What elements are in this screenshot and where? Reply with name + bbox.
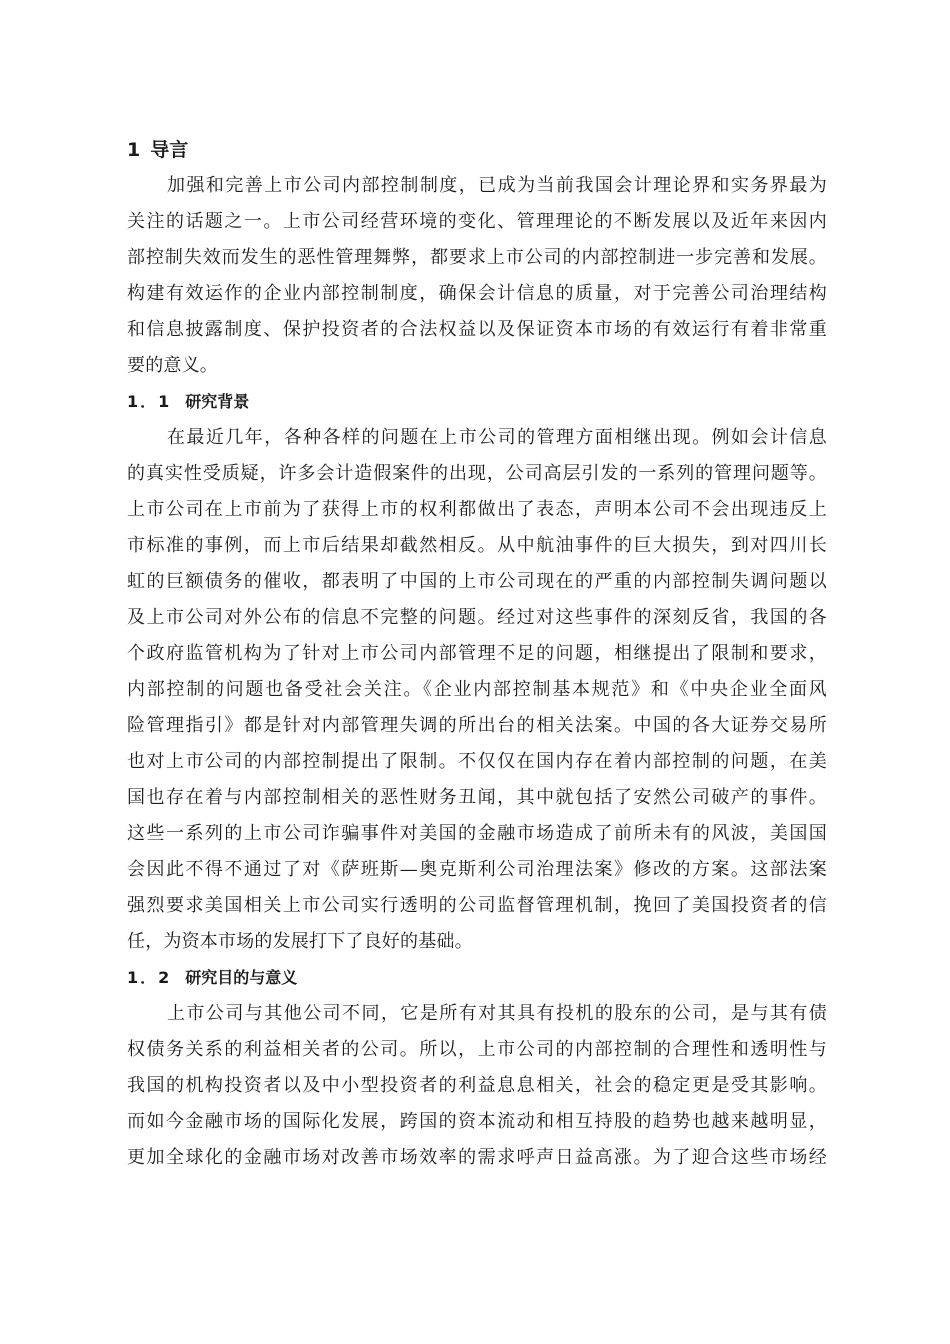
paragraph-line: 权债务关系的利益相关者的公司。所以，上市公司的内部控制的合理性和透明性与 <box>127 1039 827 1060</box>
subsection-title: 研究目的与意义 <box>185 968 298 987</box>
document-page <box>127 132 827 1176</box>
section-title: 导言 <box>150 139 189 161</box>
paragraph <box>127 996 827 1176</box>
paragraph-line: 和信息披露制度、保护投资者的合法权益以及保证资本市场的有效运行有着非常重 <box>127 319 827 340</box>
paragraph-line: 上市公司与其他公司不同，它是所有对其具有投机的股东的公司，是与其有债 <box>167 1003 827 1024</box>
paragraph-line: 的真实性受质疑，许多会计造假案件的出现，公司高层引发的一系列的管理问题等。 <box>127 463 827 484</box>
paragraph-line: 及上市公司对外公布的信息不完整的问题。经过对这些事件的深刻反省，我国的各 <box>127 607 827 628</box>
paragraph-line: 市标准的事例，而上市后结果却截然相反。从中航油事件的巨大损失，到对四川长 <box>127 535 827 556</box>
section-number: 1 <box>127 139 141 161</box>
paragraph-line: 要的意义。 <box>127 355 218 376</box>
paragraph-line: 会因此不得不通过了对《萨班斯—奥克斯利公司治理法案》修改的方案。这部法案 <box>127 859 827 880</box>
paragraph <box>127 168 827 384</box>
subsection-number: 1．1 <box>127 392 172 411</box>
paragraph-line: 在最近几年，各种各样的问题在上市公司的管理方面相继出现。例如会计信息 <box>167 427 827 448</box>
paragraph-line: 而如今金融市场的国际化发展，跨国的资本流动和相互持股的趋势也越来越明显， <box>127 1111 827 1132</box>
paragraph-line: 虹的巨额债务的催收，都表明了中国的上市公司现在的严重的内部控制失调问题以 <box>127 571 827 592</box>
section-heading <box>127 132 827 168</box>
paragraph-line: 更加全球化的金融市场对改善市场效率的需求呼声日益高涨。为了迎合这些市场经 <box>127 1147 827 1168</box>
paragraph-line: 上市公司在上市前为了获得上市的权利都做出了表态，声明本公司不会出现违反上 <box>127 499 827 520</box>
paragraph-line: 内部控制的问题也备受社会关注。《企业内部控制基本规范》和《中央企业全面风 <box>127 679 827 700</box>
paragraph-line: 关注的话题之一。上市公司经营环境的变化、管理理论的不断发展以及近年来因内 <box>127 211 827 232</box>
paragraph-line: 国也存在着与内部控制相关的恶性财务丑闻，其中就包括了安然公司破产的事件。 <box>127 787 827 808</box>
paragraph <box>127 420 827 960</box>
paragraph-line: 加强和完善上市公司内部控制制度，已成为当前我国会计理论界和实务界最为 <box>167 175 827 196</box>
paragraph-line: 也对上市公司的内部控制提出了限制。不仅仅在国内存在着内部控制的问题，在美 <box>127 751 827 772</box>
paragraph-line: 险管理指引》都是针对内部管理失调的所出台的相关法案。中国的各大证券交易所 <box>127 715 827 736</box>
paragraph-line: 我国的机构投资者以及中小型投资者的利益息息相关，社会的稳定更是受其影响。 <box>127 1075 827 1096</box>
subsection-title: 研究背景 <box>185 392 250 411</box>
subsection-heading <box>127 384 827 420</box>
paragraph-line: 个政府监管机构为了针对上市公司内部管理不足的问题，相继提出了限制和要求， <box>127 643 827 664</box>
paragraph-line: 任，为资本市场的发展打下了良好的基础。 <box>127 931 473 952</box>
subsection-number: 1．2 <box>127 968 172 987</box>
paragraph-line: 部控制失效而发生的恶性管理舞弊，都要求上市公司的内部控制进一步完善和发展。 <box>127 247 827 268</box>
paragraph-line: 强烈要求美国相关上市公司实行透明的公司监督管理机制，挽回了美国投资者的信 <box>127 895 827 916</box>
paragraph-line: 这些一系列的上市公司诈骗事件对美国的金融市场造成了前所未有的风波，美国国 <box>127 823 827 844</box>
paragraph-line: 构建有效运作的企业内部控制制度，确保会计信息的质量，对于完善公司治理结构 <box>127 283 827 304</box>
subsection-heading <box>127 960 827 996</box>
